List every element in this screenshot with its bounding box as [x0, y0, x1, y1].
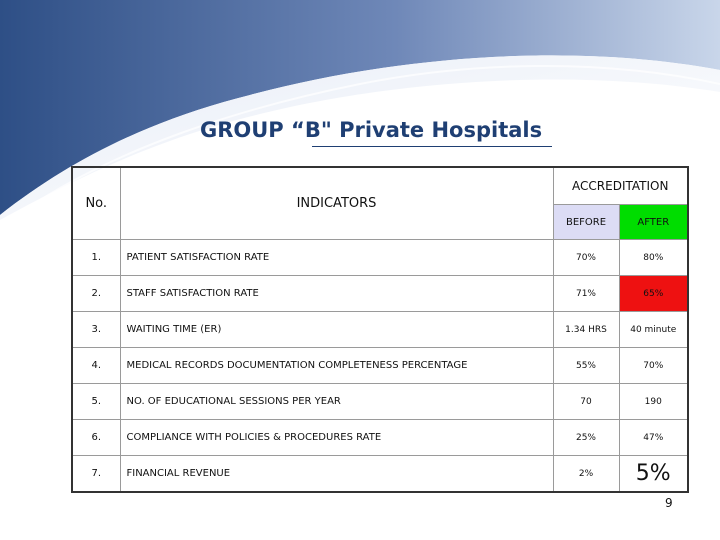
row-before: 55% [553, 348, 619, 384]
row-before: 1.34 HRS [553, 312, 619, 348]
row-number: 1. [72, 240, 120, 276]
table-row [72, 420, 688, 456]
row-number: 5. [72, 384, 120, 420]
table-row [72, 240, 688, 276]
row-after-emphasized: 5% [619, 456, 688, 493]
row-before: 2% [553, 456, 619, 493]
row-after: 40 minute [619, 312, 688, 348]
row-indicator: MEDICAL RECORDS DOCUMENTATION COMPLETENESS PERCENTAGE [120, 348, 553, 384]
row-number: 7. [72, 456, 120, 493]
row-indicator: COMPLIANCE WITH POLICIES & PROCEDURES RATE [120, 420, 553, 456]
header-no: No. [72, 167, 120, 240]
slide-title: GROUP “B" Private Hospitals [200, 118, 543, 142]
table-row [72, 384, 688, 420]
table-row [72, 276, 688, 312]
row-number: 4. [72, 348, 120, 384]
page-number: 9 [665, 496, 673, 510]
row-after-highlighted: 65% [619, 276, 688, 312]
row-indicator: NO. OF EDUCATIONAL SESSIONS PER YEAR [120, 384, 553, 420]
table-row [72, 312, 688, 348]
row-before: 71% [553, 276, 619, 312]
header-indicators: INDICATORS [120, 167, 553, 240]
row-after: 190 [619, 384, 688, 420]
row-before: 25% [553, 420, 619, 456]
row-after: 80% [619, 240, 688, 276]
row-after: 47% [619, 420, 688, 456]
header-after: AFTER [619, 205, 688, 240]
header-before: BEFORE [553, 205, 619, 240]
table-row [72, 456, 688, 493]
title-underline [312, 146, 552, 147]
table-row [72, 348, 688, 384]
row-number: 2. [72, 276, 120, 312]
row-indicator: FINANCIAL REVENUE [120, 456, 553, 493]
row-before: 70 [553, 384, 619, 420]
row-number: 6. [72, 420, 120, 456]
row-after: 70% [619, 348, 688, 384]
row-number: 3. [72, 312, 120, 348]
row-indicator: WAITING TIME (ER) [120, 312, 553, 348]
header-accreditation: ACCREDITATION [553, 167, 688, 205]
row-indicator: PATIENT SATISFACTION RATE [120, 240, 553, 276]
row-indicator: STAFF SATISFACTION RATE [120, 276, 553, 312]
row-before: 70% [553, 240, 619, 276]
indicators-table [71, 166, 689, 493]
